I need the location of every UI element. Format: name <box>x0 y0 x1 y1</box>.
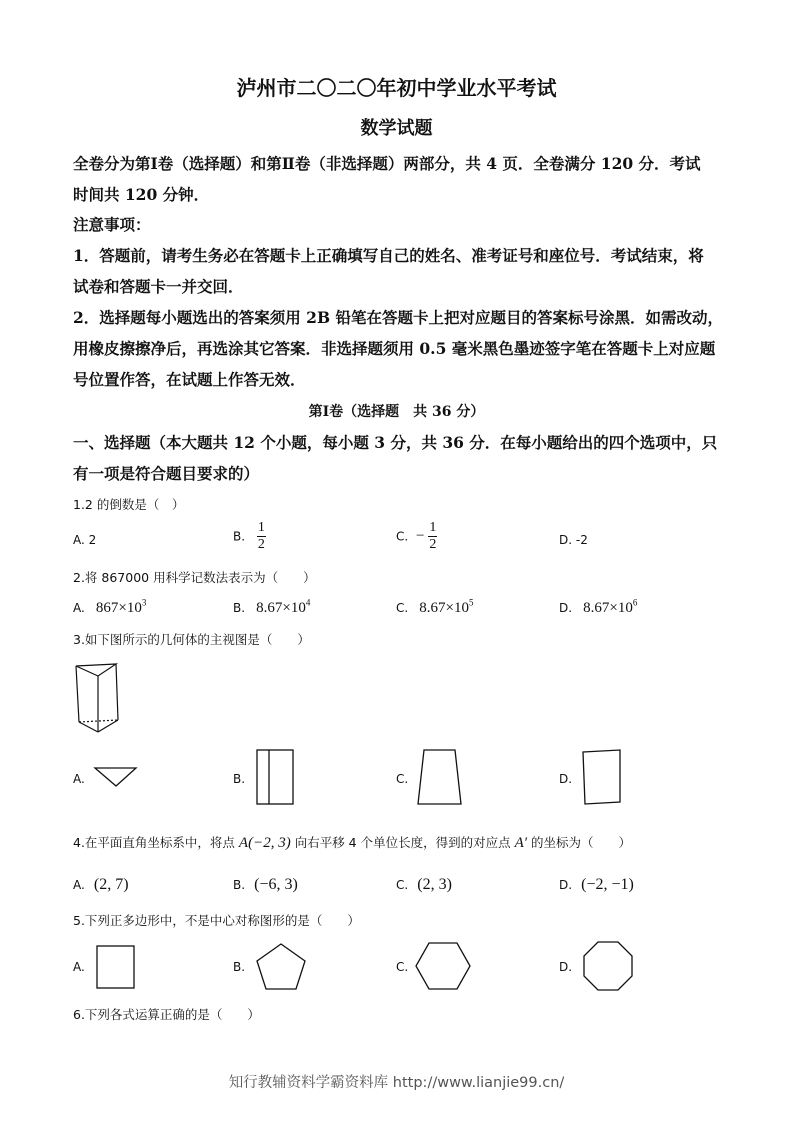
q4-d-value: (−2, −1) <box>581 876 634 893</box>
q1-c-numerator: 1 <box>429 520 437 535</box>
q2-a-exponent: 3 <box>141 597 147 608</box>
q1-d-value: -2 <box>575 533 588 547</box>
q1-c-sign: − <box>416 528 425 544</box>
q2-option-c <box>396 597 474 617</box>
q3-b-split-rectangle <box>255 747 297 807</box>
q2-option-b <box>233 597 310 617</box>
q4-c-value: (2, 3) <box>417 876 452 893</box>
q1-b-label: B. <box>233 529 246 544</box>
q1-b-fraction <box>257 520 266 553</box>
q6-stem: 6.下列各式运算正确的是（ ） <box>73 1007 260 1022</box>
q5-d-octagon <box>580 939 636 995</box>
q1-stem: 1.2 的倒数是（ ） <box>73 497 185 512</box>
q2-d-label: D. <box>559 601 573 615</box>
q4-b-label: B. <box>233 878 246 892</box>
q1-a-value: 2 <box>88 533 97 547</box>
exam-subtitle: 数学试题 <box>360 118 433 139</box>
q3-a-label: A. <box>73 772 85 786</box>
q2-d-exponent: 6 <box>632 597 638 608</box>
q4-stem-mid: 向右平移 4 个单位长度，得到的对应点 <box>294 835 511 850</box>
footer-watermark: 知行教辅资料学霸资料库 http://www.lianjie99.cn/ <box>228 1075 565 1091</box>
q4-option-a <box>73 874 129 894</box>
q2-b-base: 8.67×10 <box>256 600 306 616</box>
q4-stem <box>73 833 631 852</box>
intro-line-2: 时间共 120 分钟． <box>73 185 210 204</box>
q1-c-denominator: 2 <box>429 537 437 552</box>
intro-line-1: 全卷分为第Ⅰ卷（选择题）和第Ⅱ卷（非选择题）两部分，共 4 页．全卷满分 120 分．考试 <box>73 154 701 173</box>
q1-d-label: D. <box>559 533 573 547</box>
q1-option-b <box>233 520 266 553</box>
q3-stem: 3.如下图所示的几何体的主视图是（ ） <box>73 632 310 647</box>
q2-c-base: 8.67×10 <box>419 600 470 616</box>
q1-b-numerator: 1 <box>257 520 265 535</box>
q2-option-a <box>73 597 146 617</box>
q2-a-label: A. <box>73 601 85 615</box>
q5-c-hexagon <box>414 940 472 992</box>
q4-c-label: C. <box>396 878 409 892</box>
notice-item-2-line-1: 2．选择题每小题选出的答案须用 2B 铅笔在答题卡上把对应题目的答案标号涂黑．如需改动， <box>73 308 723 327</box>
q1-b-denominator: 2 <box>257 537 265 552</box>
q4-point-a-prime: A′ <box>514 835 528 851</box>
q4-b-value: (−6, 3) <box>254 876 298 893</box>
q5-b-pentagon <box>253 941 309 993</box>
q5-b-label: B. <box>233 960 246 974</box>
q3-c-label: C. <box>396 772 409 786</box>
q2-c-label: C. <box>396 601 409 615</box>
notice-item-1-line-1: 1．答题前，请考生务必在答题卡上正确填写自己的姓名、准考证号和座位号．考试结束，将 <box>73 246 704 265</box>
q5-a-square <box>94 943 138 991</box>
q3-c-trapezoid <box>415 747 465 807</box>
part-heading-line-1: 一、选择题（本大题共 12 个小题，每小题 3 分，共 36 分．在每小题给出的四个选项中，只 <box>73 433 718 452</box>
q3-b-label: B. <box>233 772 246 786</box>
exam-title: 泸州市二〇二〇年初中学业水平考试 <box>236 76 557 100</box>
q5-c-label: C. <box>396 960 409 974</box>
triangular-prism-figure <box>74 662 124 734</box>
q4-d-label: D. <box>559 878 573 892</box>
notice-item-2-line-3: 号位置作答，在试题上作答无效． <box>73 370 306 389</box>
q3-d-rectangle <box>580 747 624 807</box>
q1-c-fraction <box>428 520 437 553</box>
q1-option-a <box>73 533 96 547</box>
q3-d-label: D. <box>559 772 573 786</box>
q4-point-a: A(−2, 3) <box>238 835 291 851</box>
notice-heading: 注意事项： <box>73 215 151 234</box>
q1-option-c <box>396 520 437 553</box>
q5-a-label: A. <box>73 960 85 974</box>
q3-a-inverted-triangle <box>93 765 139 789</box>
q4-option-c <box>396 874 452 894</box>
q2-c-exponent: 5 <box>469 597 474 608</box>
part-heading-line-2: 有一项是符合题目要求的） <box>73 464 260 483</box>
q4-stem-post: 的坐标为（ ） <box>531 835 632 850</box>
section-heading: 第Ⅰ卷（选择题 共 36 分） <box>308 404 485 420</box>
q2-option-d <box>559 597 637 617</box>
q4-a-label: A. <box>73 878 85 892</box>
q1-c-label: C. <box>396 529 409 544</box>
q2-b-exponent: 4 <box>305 597 311 608</box>
q2-stem: 2.将 867000 用科学记数法表示为（ ） <box>73 570 316 585</box>
q2-a-base: 867×10 <box>95 600 142 616</box>
q4-option-b <box>233 874 298 894</box>
q1-a-label: A. <box>73 533 85 547</box>
notice-item-2-line-2: 用橡皮擦擦净后，再选涂其它答案．非选择题须用 0.5 毫米黑色墨迹签字笔在答题卡上对应题 <box>73 339 716 358</box>
q2-b-label: B. <box>233 601 246 615</box>
q4-a-value: (2, 7) <box>93 876 129 893</box>
q4-option-d <box>559 874 634 894</box>
q2-d-base: 8.67×10 <box>583 600 633 616</box>
q5-d-label: D. <box>559 960 573 974</box>
q4-stem-pre: 4.在平面直角坐标系中，将点 <box>73 835 235 850</box>
q5-stem: 5.下列正多边形中，不是中心对称图形的是（ ） <box>73 913 360 928</box>
notice-item-1-line-2: 试卷和答题卡一并交回． <box>73 277 244 296</box>
q1-option-d <box>559 533 588 547</box>
